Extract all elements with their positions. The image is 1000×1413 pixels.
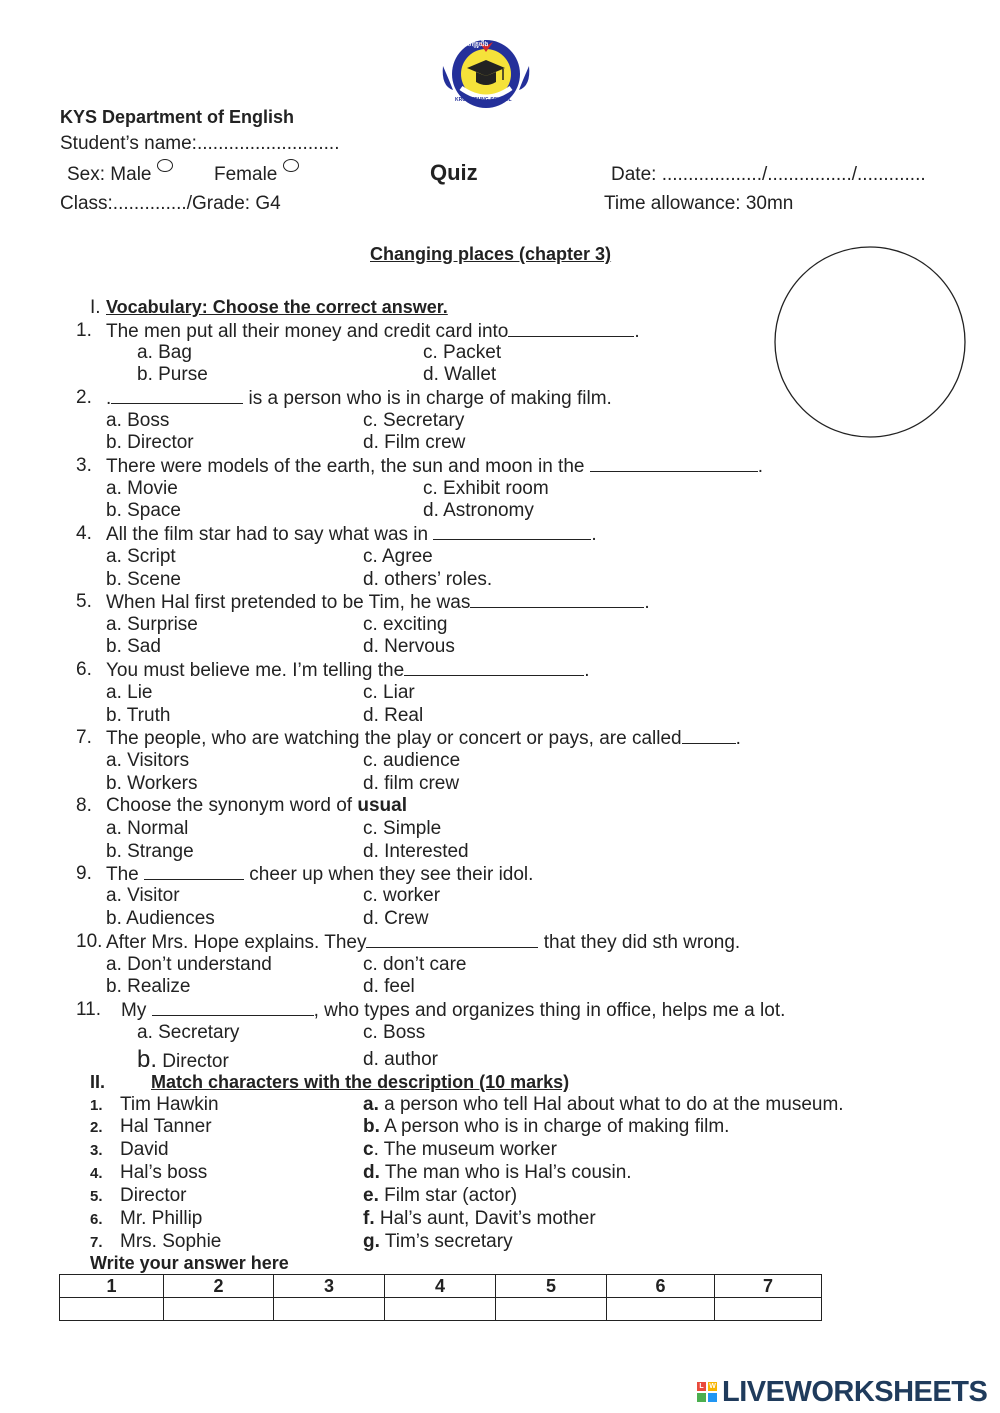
male-radio-icon[interactable] <box>157 159 173 172</box>
option-c[interactable]: c. Packet <box>423 342 502 363</box>
liveworksheets-logo-icon <box>697 1382 719 1404</box>
description-item: d. The man who is Hal’s cousin. <box>363 1162 632 1183</box>
question-number: 7. <box>76 727 92 748</box>
answer-cell[interactable] <box>715 1298 822 1321</box>
answer-table-header <box>60 1275 822 1298</box>
character-item: 7. Mrs. Sophie <box>90 1231 222 1252</box>
option-c[interactable]: c. Liar <box>363 682 415 703</box>
section1-label: I. <box>90 297 101 318</box>
keyword-usual: usual <box>357 795 407 816</box>
option-b[interactable]: b. Space <box>106 500 181 521</box>
character-item: 1. Tim Hawkin <box>90 1094 219 1115</box>
option-c[interactable]: c. worker <box>363 885 441 906</box>
student-name-field[interactable]: Student’s name:........................... <box>60 133 340 154</box>
header-cell: 5 <box>496 1275 607 1298</box>
option-c[interactable]: c. audience <box>363 750 461 771</box>
answer-blank[interactable] <box>433 523 591 540</box>
logo-tile-l: L <box>697 1382 706 1391</box>
description-item: f. Hal’s aunt, Davit’s mother <box>363 1208 596 1229</box>
option-a[interactable]: a. Don’t understand <box>106 954 272 975</box>
question-number: 10. <box>76 931 103 952</box>
question-text: You must believe me. I’m telling the . <box>106 660 590 681</box>
option-c[interactable]: c. Boss <box>363 1022 426 1043</box>
character-item: 3. David <box>90 1139 169 1160</box>
header-cell: 6 <box>607 1275 715 1298</box>
option-b[interactable]: b. Sad <box>106 636 161 657</box>
question-number: 4. <box>76 523 92 544</box>
option-b[interactable]: b. Strange <box>106 841 194 862</box>
option-a[interactable]: a. Lie <box>106 682 153 703</box>
logo-text-top: សាលាគ្រូយឹង <box>458 42 489 48</box>
option-a[interactable]: a. Surprise <box>106 614 198 635</box>
department-title: KYS Department of English <box>60 107 295 127</box>
question-number: 6. <box>76 659 92 680</box>
answer-table-row <box>60 1298 822 1321</box>
sex-female-option[interactable] <box>214 164 299 186</box>
answer-blank[interactable] <box>508 320 634 337</box>
option-c[interactable]: c. don’t care <box>363 954 467 975</box>
answer-blank[interactable] <box>111 387 243 404</box>
section2-label: II. <box>90 1072 106 1092</box>
option-b[interactable]: b. Audiences <box>106 908 215 929</box>
answer-blank[interactable] <box>404 659 584 676</box>
answer-blank[interactable] <box>366 931 538 948</box>
character-item: 5. Director <box>90 1185 187 1206</box>
answer-cell[interactable] <box>274 1298 385 1321</box>
question-text: The people, who are watching the play or concert or pays, are called . <box>106 728 741 749</box>
character-item: 2. Hal Tanner <box>90 1116 212 1137</box>
female-radio-icon[interactable] <box>283 159 299 172</box>
question-text: The cheer up when they see their idol. <box>106 864 534 885</box>
logo-tile-w: W <box>709 1383 716 1390</box>
description-item: g. Tim’s secretary <box>363 1231 513 1252</box>
option-a[interactable]: a. Normal <box>106 818 189 839</box>
header-cell: 7 <box>715 1275 822 1298</box>
question-number: 5. <box>76 591 92 612</box>
section1-heading: Vocabulary: Choose the correct answer. <box>106 297 448 317</box>
option-a[interactable]: a. Visitors <box>106 750 190 771</box>
question-text: The men put all their money and credit card into . <box>106 321 640 342</box>
option-d[interactable]: d. Astronomy <box>423 500 534 521</box>
question-number: 1. <box>76 320 92 341</box>
description-item: c. The museum worker <box>363 1139 557 1160</box>
character-item: 4. Hal’s boss <box>90 1162 208 1183</box>
logo-tile-3 <box>697 1393 706 1402</box>
question-text: My , who types and organizes thing in office, helps me a lot. <box>121 1000 786 1021</box>
option-a[interactable]: a. Visitor <box>106 885 180 906</box>
header-cell: 1 <box>60 1275 164 1298</box>
answer-cell[interactable] <box>60 1298 164 1321</box>
option-d[interactable]: d. Real <box>363 705 424 726</box>
write-answer-label: Write your answer here <box>90 1253 289 1273</box>
option-a[interactable]: a. Secretary <box>137 1022 240 1043</box>
option-b[interactable]: b. Truth <box>106 705 171 726</box>
option-d[interactable]: d. feel <box>363 976 415 997</box>
class-grade-field[interactable]: Class:............../Grade: G4 <box>60 193 281 214</box>
answer-cell[interactable] <box>607 1298 715 1321</box>
option-d[interactable]: d. Wallet <box>423 364 497 385</box>
option-c[interactable]: c. Simple <box>363 818 442 839</box>
option-a[interactable]: a. Movie <box>106 478 178 499</box>
sex-male-option[interactable] <box>67 164 173 186</box>
question-number: 9. <box>76 863 92 884</box>
question-number: 2. <box>76 387 92 408</box>
date-field[interactable]: Date: .................../................/............. <box>611 164 926 185</box>
character-item: 6. Mr. Phillip <box>90 1208 203 1229</box>
description-item: b. A person who is in charge of making film. <box>363 1116 730 1137</box>
answer-cell[interactable] <box>385 1298 496 1321</box>
option-b[interactable]: b. Realize <box>106 976 191 997</box>
quiz-title: Quiz <box>430 160 478 185</box>
time-allowance: Time allowance: 30mn <box>604 193 794 214</box>
option-d[interactable]: d. Crew <box>363 908 429 929</box>
description-item: a. a person who tell Hal about what to do at the museum. <box>363 1094 844 1115</box>
question-text: All the film star had to say what was in . <box>106 524 597 545</box>
question-number: 8. <box>76 795 92 816</box>
question-number: 3. <box>76 455 92 476</box>
option-b[interactable]: b. Director <box>106 432 194 453</box>
question-text: Choose the synonym word of usual <box>106 795 407 816</box>
score-circle <box>773 245 967 439</box>
logo-tile-4 <box>708 1393 717 1402</box>
quiz-subtitle: Changing places (chapter 3) <box>370 244 612 264</box>
header-cell: 3 <box>274 1275 385 1298</box>
option-d[interactable]: d. others’ roles. <box>363 569 493 590</box>
answer-blank[interactable] <box>682 727 736 744</box>
option-a[interactable]: a. Bag <box>137 342 192 363</box>
sex-female-label: Female <box>214 164 278 185</box>
sex-male-label: Sex: Male <box>67 164 152 185</box>
option-c[interactable]: c. exciting <box>363 614 448 635</box>
liveworksheets-brand[interactable]: LIVEWORKSHEETS <box>722 1376 988 1408</box>
option-c[interactable]: c. Exhibit room <box>423 478 549 499</box>
option-b[interactable]: b. Scene <box>106 569 181 590</box>
option-b[interactable]: b. Director <box>137 1046 229 1073</box>
option-d[interactable]: d. Nervous <box>363 636 455 657</box>
question-text: When Hal first pretended to be Tim, he was . <box>106 592 650 613</box>
option-d[interactable]: d. Film crew <box>363 432 466 453</box>
header-cell: 4 <box>385 1275 496 1298</box>
answer-blank[interactable] <box>152 999 314 1016</box>
answer-table <box>59 1274 822 1321</box>
answer-blank[interactable] <box>470 591 644 608</box>
description-item: e. Film star (actor) <box>363 1185 518 1206</box>
option-d[interactable]: d. Interested <box>363 841 469 862</box>
answer-cell[interactable] <box>164 1298 274 1321</box>
answer-blank[interactable] <box>144 863 244 880</box>
answer-blank[interactable] <box>590 455 758 472</box>
option-a[interactable]: a. Boss <box>106 410 170 431</box>
option-b[interactable]: b. Purse <box>137 364 208 385</box>
question-text: After Mrs. Hope explains. They that they did sth wrong. <box>106 932 741 953</box>
option-a[interactable]: a. Script <box>106 546 176 567</box>
option-d[interactable]: d. film crew <box>363 773 460 794</box>
question-number: 11. <box>76 999 102 1020</box>
option-c[interactable]: c. Agree <box>363 546 433 567</box>
option-c[interactable]: c. Secretary <box>363 410 465 431</box>
logo-text-bottom: KROU YEUNG SCHOOL <box>455 97 512 103</box>
question-text: . is a person who is in charge of making film. <box>106 388 612 409</box>
option-d[interactable]: d. author <box>363 1049 438 1070</box>
option-b[interactable]: b. Workers <box>106 773 198 794</box>
header-cell: 2 <box>164 1275 274 1298</box>
section2-heading: Match characters with the description (10 marks) <box>151 1072 570 1092</box>
question-text: There were models of the earth, the sun and moon in the . <box>106 456 764 477</box>
answer-cell[interactable] <box>496 1298 607 1321</box>
